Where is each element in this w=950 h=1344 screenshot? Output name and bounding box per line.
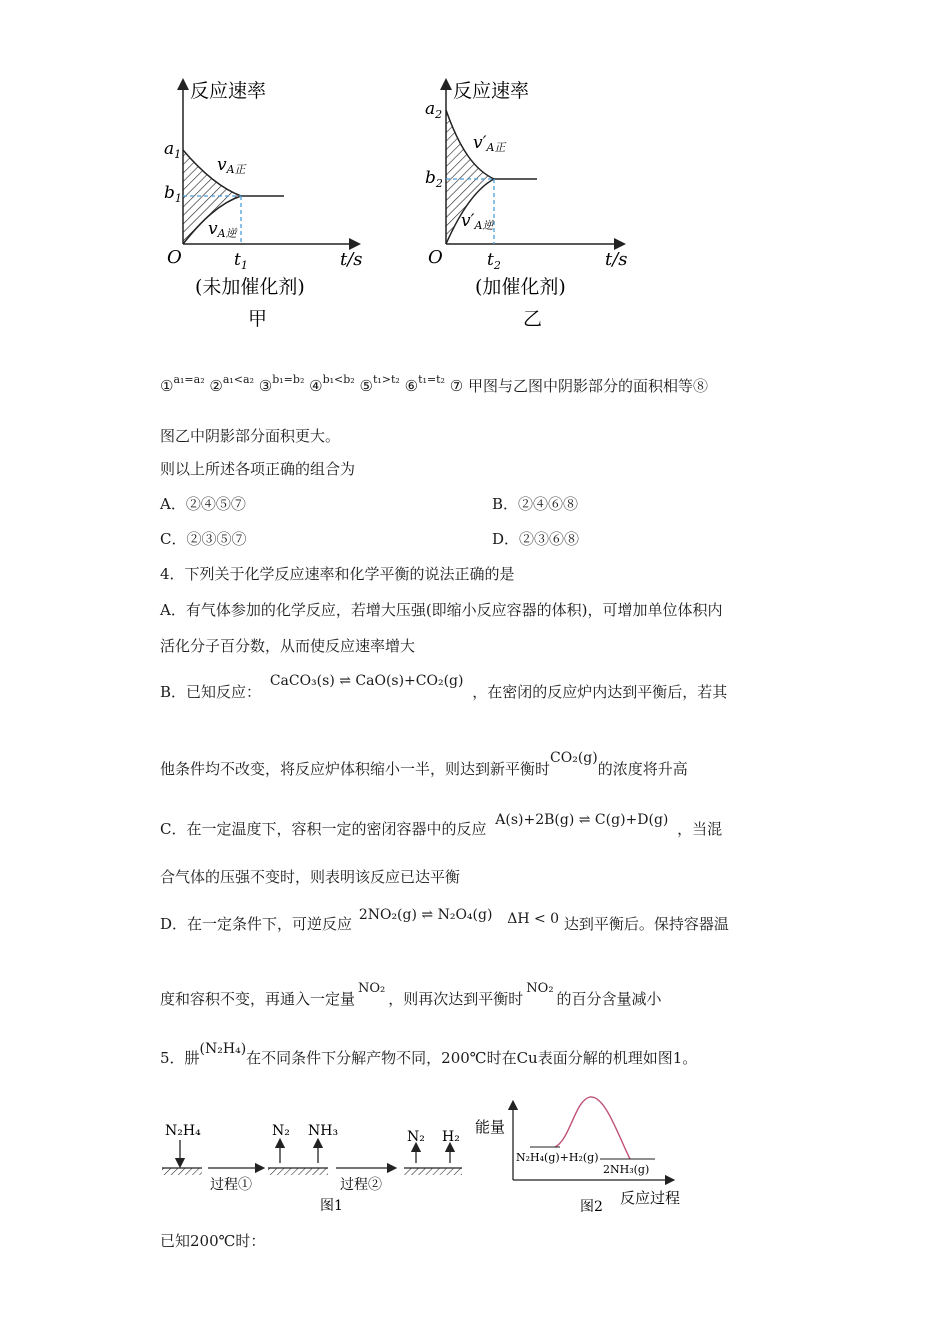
q4-d-line2: 度和容积不变，再通入一定量NO₂，则再次达到平衡时NO₂的百分含量减小 — [160, 981, 662, 1008]
q3-question: 则以上所述各项正确的组合为 — [160, 460, 356, 478]
q5-known: 已知200℃时： — [160, 1232, 266, 1250]
reaction-process-label: 反应过程 — [620, 1189, 681, 1207]
y-axis-label: 反应速率 — [190, 80, 267, 102]
q4-a-line2: 活化分子百分数，从而使反应速率增大 — [160, 637, 416, 655]
origin-label: O — [167, 247, 182, 268]
t-label: $t_1$ — [234, 250, 248, 272]
b-label: $b_1$ — [164, 183, 182, 205]
q4-c-equation: A(s)+2B(g) ⇌ C(g)+D(g) — [495, 812, 669, 828]
q4-a-line1[interactable]: A．有气体参加的化学反应，若增大压强(即缩小反应容器的体积)，可增加单位体积内 — [160, 601, 723, 619]
q3-choice-a[interactable]: A．②④⑤⑦ — [160, 495, 246, 513]
graph-name: 乙 — [523, 308, 543, 330]
reactant-label: N₂H₄(g)+H₂(g) — [516, 1151, 599, 1164]
x-axis-label: t/s — [605, 249, 628, 270]
t-label: $t_2$ — [487, 250, 501, 272]
figure-1-caption: 图1 — [320, 1198, 343, 1214]
q4-d-equation: 2NO₂(g) ⇌ N₂O₄(g) — [358, 907, 493, 923]
a-label: $a_2$ — [425, 99, 443, 121]
q3-options-cont: 图乙中阴影部分面积更大。 — [160, 427, 341, 445]
energy-label: 能量 — [475, 1118, 506, 1136]
energy-curve — [555, 1097, 630, 1159]
graph-yi — [415, 70, 645, 340]
origin-label: O — [428, 247, 443, 268]
process-2-label: 过程② — [340, 1177, 382, 1193]
q3-choice-b[interactable]: B．②④⑥⑧ — [492, 495, 579, 513]
v-reverse-label: vA逆 — [208, 219, 237, 240]
figure-1 — [160, 1115, 465, 1220]
a-label: $a_1$ — [164, 139, 182, 161]
product-label: 2NH₃(g) — [603, 1163, 650, 1176]
caption: (加催化剂) — [475, 276, 566, 298]
q4-stem: 4．下列关于化学反应速率和化学平衡的说法正确的是 — [160, 565, 515, 583]
v-forward-label: vA正 — [217, 155, 246, 176]
q4-b-equation: CaCO₃(s) ⇌ CaO(s)+CO₂(g) — [269, 673, 464, 689]
v-reverse-label: v′A逆 — [461, 211, 494, 232]
graph-name: 甲 — [248, 308, 268, 330]
nh3-label: NH₃ — [308, 1123, 339, 1139]
q4-b-line2: 他条件均不改变，将反应炉体积缩小一半，则达到新平衡时CO₂(g)的浓度将升高 — [160, 750, 688, 778]
q3-choice-c[interactable]: C．②③⑤⑦ — [160, 530, 247, 548]
q4-b-line1[interactable]: B．已知反应： CaCO₃(s) ⇌ CaO(s)+CO₂(g) ，在密闭的反应炉内达到平衡后，若其 — [160, 673, 728, 701]
caption: (未加催化剂) — [195, 276, 305, 298]
q4-c-line1[interactable]: C．在一定温度下，容积一定的密闭容器中的反应 A(s)+2B(g) ⇌ C(g)+D(g) ，当混 — [160, 812, 723, 838]
h2-label: H₂ — [442, 1129, 460, 1145]
q4-d-line1[interactable]: D．在一定条件下，可逆反应 2NO₂(g) ⇌ N₂O₄(g) ΔH < 0 达到平衡后。保持容器温 — [160, 907, 729, 933]
v-forward-label: v′A正 — [473, 133, 506, 154]
n2-label-b: N₂ — [407, 1129, 425, 1145]
n2h4-label: N₂H₄ — [165, 1123, 201, 1139]
process-1-label: 过程① — [210, 1177, 252, 1193]
q5-stem: 5．肼(N₂H₄)在不同条件下分解产物不同，200℃时在Cu表面分解的机理如图1。 — [160, 1041, 698, 1067]
x-axis-label: t/s — [340, 249, 363, 270]
figure-2 — [470, 1085, 705, 1220]
n2-label-a: N₂ — [272, 1123, 290, 1139]
figure-2-caption: 图2 — [580, 1199, 603, 1215]
b-label: $b_2$ — [425, 168, 443, 190]
y-axis-label: 反应速率 — [453, 80, 530, 102]
q4-c-line2: 合气体的压强不变时，则表明该反应已达平衡 — [160, 868, 461, 886]
q3-options-line: ①$^{a_1=a_2}$ ②$^{a_1<a_2}$ ③$^{b_1=b_2}$ ④$^{b_1<b_2}$ ⑤$^{t_1>t_2}$ ⑥$^{t_1=t_2}$ ⑦ 甲图与乙图中阴影部分的面积相等⑧ — [160, 373, 708, 395]
q3-choice-d[interactable]: D．②③⑥⑧ — [492, 530, 580, 548]
graph-jia — [150, 70, 380, 340]
